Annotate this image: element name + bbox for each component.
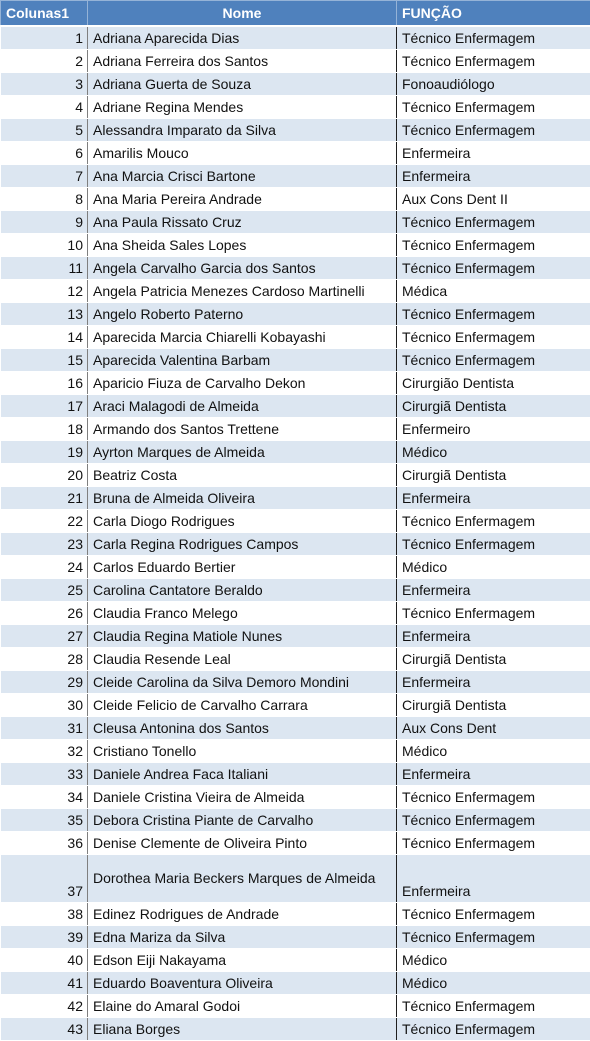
row-number-cell[interactable]: 14 — [1, 326, 88, 349]
row-number-cell[interactable]: 37 — [1, 855, 88, 903]
name-cell[interactable]: Daniele Andrea Faca Italiani — [88, 763, 397, 786]
name-cell[interactable]: Cleusa Antonina dos Santos — [88, 717, 397, 740]
row-number-cell[interactable]: 41 — [1, 972, 88, 995]
row-number-cell[interactable]: 23 — [1, 533, 88, 556]
column-header-function[interactable]: FUNÇÃO — [397, 1, 590, 27]
table-row[interactable] — [1, 763, 590, 786]
table-row[interactable] — [1, 464, 590, 487]
table-row[interactable] — [1, 26, 590, 50]
row-number-cell[interactable]: 15 — [1, 349, 88, 372]
function-cell[interactable]: Enfermeiro — [397, 418, 590, 441]
table-row[interactable] — [1, 625, 590, 648]
function-cell[interactable]: Técnico Enfermagem — [397, 26, 590, 50]
name-cell[interactable]: Edson Eiji Nakayama — [88, 949, 397, 972]
table-row[interactable] — [1, 96, 590, 119]
name-cell[interactable]: Carlos Eduardo Bertier — [88, 556, 397, 579]
table-row[interactable] — [1, 995, 590, 1018]
row-number-cell[interactable]: 9 — [1, 211, 88, 234]
table-row[interactable] — [1, 188, 590, 211]
row-number-cell[interactable]: 21 — [1, 487, 88, 510]
row-number-cell[interactable]: 1 — [1, 26, 88, 50]
table-row[interactable] — [1, 694, 590, 717]
table-row[interactable] — [1, 648, 590, 671]
table-row[interactable] — [1, 832, 590, 855]
table-row[interactable] — [1, 142, 590, 165]
function-cell[interactable]: Enfermeira — [397, 579, 590, 602]
row-number-cell[interactable]: 40 — [1, 949, 88, 972]
function-cell[interactable]: Técnico Enfermagem — [397, 533, 590, 556]
function-cell[interactable]: Técnico Enfermagem — [397, 903, 590, 926]
function-cell[interactable]: Técnico Enfermagem — [397, 211, 590, 234]
function-cell[interactable]: Técnico Enfermagem — [397, 809, 590, 832]
function-cell[interactable]: Cirurgiã Dentista — [397, 395, 590, 418]
row-number-cell[interactable]: 24 — [1, 556, 88, 579]
table-row[interactable] — [1, 165, 590, 188]
name-cell[interactable]: Beatriz Costa — [88, 464, 397, 487]
function-cell[interactable]: Técnico Enfermagem — [397, 326, 590, 349]
function-cell[interactable]: Médico — [397, 740, 590, 763]
row-number-cell[interactable]: 25 — [1, 579, 88, 602]
row-number-cell[interactable]: 43 — [1, 1018, 88, 1041]
name-cell[interactable]: Claudia Regina Matiole Nunes — [88, 625, 397, 648]
function-cell[interactable]: Técnico Enfermagem — [397, 995, 590, 1018]
row-number-cell[interactable]: 19 — [1, 441, 88, 464]
name-cell[interactable]: Ana Paula Rissato Cruz — [88, 211, 397, 234]
table-row[interactable] — [1, 949, 590, 972]
function-cell[interactable]: Técnico Enfermagem — [397, 510, 590, 533]
row-number-cell[interactable]: 29 — [1, 671, 88, 694]
table-row[interactable] — [1, 855, 590, 903]
name-cell[interactable]: Adriana Ferreira dos Santos — [88, 50, 397, 73]
name-cell[interactable]: Aparecida Marcia Chiarelli Kobayashi — [88, 326, 397, 349]
table-row[interactable] — [1, 257, 590, 280]
row-number-cell[interactable]: 10 — [1, 234, 88, 257]
row-number-cell[interactable]: 6 — [1, 142, 88, 165]
table-row[interactable] — [1, 326, 590, 349]
function-cell[interactable]: Médico — [397, 972, 590, 995]
function-cell[interactable]: Aux Cons Dent II — [397, 188, 590, 211]
row-number-cell[interactable]: 22 — [1, 510, 88, 533]
row-number-cell[interactable]: 3 — [1, 73, 88, 96]
function-cell[interactable]: Médico — [397, 556, 590, 579]
name-cell[interactable]: Carolina Cantatore Beraldo — [88, 579, 397, 602]
name-cell[interactable]: Daniele Cristina Vieira de Almeida — [88, 786, 397, 809]
function-cell[interactable]: Técnico Enfermagem — [397, 832, 590, 855]
name-cell[interactable]: Angela Patricia Menezes Cardoso Martinelli — [88, 280, 397, 303]
function-cell[interactable]: Enfermeira — [397, 671, 590, 694]
table-row[interactable] — [1, 579, 590, 602]
table-row[interactable] — [1, 211, 590, 234]
table-row[interactable] — [1, 234, 590, 257]
name-cell[interactable]: Ayrton Marques de Almeida — [88, 441, 397, 464]
name-cell[interactable]: Cristiano Tonello — [88, 740, 397, 763]
function-cell[interactable]: Técnico Enfermagem — [397, 926, 590, 949]
table-body — [1, 26, 590, 1041]
name-cell[interactable]: Denise Clemente de Oliveira Pinto — [88, 832, 397, 855]
row-number-cell[interactable]: 12 — [1, 280, 88, 303]
row-number-cell[interactable]: 36 — [1, 832, 88, 855]
name-cell[interactable]: Angelo Roberto Paterno — [88, 303, 397, 326]
column-header-number[interactable]: Colunas1 — [1, 1, 88, 27]
row-number-cell[interactable]: 33 — [1, 763, 88, 786]
row-number-cell[interactable]: 26 — [1, 602, 88, 625]
function-cell[interactable]: Médico — [397, 441, 590, 464]
table-row[interactable] — [1, 717, 590, 740]
table-row[interactable] — [1, 372, 590, 395]
name-cell[interactable]: Claudia Resende Leal — [88, 648, 397, 671]
name-cell[interactable]: Eliana Borges — [88, 1018, 397, 1041]
row-number-cell[interactable]: 18 — [1, 418, 88, 441]
row-number-cell[interactable]: 42 — [1, 995, 88, 1018]
function-cell[interactable]: Fonoaudiólogo — [397, 73, 590, 96]
row-number-cell[interactable]: 5 — [1, 119, 88, 142]
name-cell[interactable]: Carla Diogo Rodrigues — [88, 510, 397, 533]
name-cell[interactable]: Cleide Carolina da Silva Demoro Mondini — [88, 671, 397, 694]
name-cell[interactable]: Angela Carvalho Garcia dos Santos — [88, 257, 397, 280]
row-number-cell[interactable]: 39 — [1, 926, 88, 949]
function-cell[interactable]: Enfermeira — [397, 487, 590, 510]
table-row[interactable] — [1, 395, 590, 418]
function-cell[interactable]: Enfermeira — [397, 142, 590, 165]
name-cell[interactable]: Eduardo Boaventura Oliveira — [88, 972, 397, 995]
name-cell[interactable]: Adriane Regina Mendes — [88, 96, 397, 119]
row-number-cell[interactable]: 17 — [1, 395, 88, 418]
row-number-cell[interactable]: 7 — [1, 165, 88, 188]
header-row — [1, 1, 590, 27]
row-number-cell[interactable]: 28 — [1, 648, 88, 671]
function-cell[interactable]: Enfermeira — [397, 855, 590, 903]
function-cell[interactable]: Técnico Enfermagem — [397, 234, 590, 257]
name-cell[interactable]: Elaine do Amaral Godoi — [88, 995, 397, 1018]
table-row[interactable] — [1, 786, 590, 809]
row-number-cell[interactable]: 8 — [1, 188, 88, 211]
row-number-cell[interactable]: 13 — [1, 303, 88, 326]
function-cell[interactable]: Aux Cons Dent — [397, 717, 590, 740]
table-row[interactable] — [1, 740, 590, 763]
name-cell[interactable]: Amarilis Mouco — [88, 142, 397, 165]
function-cell[interactable]: Técnico Enfermagem — [397, 119, 590, 142]
name-cell[interactable]: Debora Cristina Piante de Carvalho — [88, 809, 397, 832]
table-row[interactable] — [1, 73, 590, 96]
row-number-cell[interactable]: 20 — [1, 464, 88, 487]
function-cell[interactable]: Técnico Enfermagem — [397, 1018, 590, 1041]
table-row[interactable] — [1, 1018, 590, 1041]
table-row[interactable] — [1, 418, 590, 441]
table-row[interactable] — [1, 349, 590, 372]
function-cell[interactable]: Cirurgiã Dentista — [397, 464, 590, 487]
row-number-cell[interactable]: 16 — [1, 372, 88, 395]
function-cell[interactable]: Cirurgiã Dentista — [397, 694, 590, 717]
table-row[interactable] — [1, 303, 590, 326]
table-row[interactable] — [1, 50, 590, 73]
table-row[interactable] — [1, 556, 590, 579]
name-cell[interactable]: Claudia Franco Melego — [88, 602, 397, 625]
name-cell[interactable]: Armando dos Santos Trettene — [88, 418, 397, 441]
table-row[interactable] — [1, 809, 590, 832]
function-cell[interactable]: Médica — [397, 280, 590, 303]
function-cell[interactable]: Técnico Enfermagem — [397, 786, 590, 809]
table-row[interactable] — [1, 602, 590, 625]
name-cell[interactable]: Dorothea Maria Beckers Marques de Almeida — [88, 855, 397, 903]
function-cell[interactable]: Técnico Enfermagem — [397, 257, 590, 280]
name-cell[interactable]: Bruna de Almeida Oliveira — [88, 487, 397, 510]
function-cell[interactable]: Cirurgião Dentista — [397, 372, 590, 395]
row-number-cell[interactable]: 30 — [1, 694, 88, 717]
name-cell[interactable]: Aparecida Valentina Barbam — [88, 349, 397, 372]
name-cell[interactable]: Ana Maria Pereira Andrade — [88, 188, 397, 211]
table-row[interactable] — [1, 972, 590, 995]
table-row[interactable] — [1, 487, 590, 510]
function-cell[interactable]: Enfermeira — [397, 763, 590, 786]
table-row[interactable] — [1, 533, 590, 556]
function-cell[interactable]: Enfermeira — [397, 165, 590, 188]
row-number-cell[interactable]: 35 — [1, 809, 88, 832]
row-number-cell[interactable]: 11 — [1, 257, 88, 280]
name-cell[interactable]: Cleide Felicio de Carvalho Carrara — [88, 694, 397, 717]
function-cell[interactable]: Técnico Enfermagem — [397, 349, 590, 372]
table-row[interactable] — [1, 280, 590, 303]
table-row[interactable] — [1, 510, 590, 533]
row-number-cell[interactable]: 38 — [1, 903, 88, 926]
function-cell[interactable]: Técnico Enfermagem — [397, 303, 590, 326]
name-cell[interactable]: Adriana Guerta de Souza — [88, 73, 397, 96]
function-cell[interactable]: Cirurgiã Dentista — [397, 648, 590, 671]
name-cell[interactable]: Alessandra Imparato da Silva — [88, 119, 397, 142]
function-cell[interactable]: Médico — [397, 949, 590, 972]
row-number-cell[interactable]: 32 — [1, 740, 88, 763]
row-number-cell[interactable]: 27 — [1, 625, 88, 648]
table-row[interactable] — [1, 926, 590, 949]
row-number-cell[interactable]: 31 — [1, 717, 88, 740]
name-cell[interactable]: Carla Regina Rodrigues Campos — [88, 533, 397, 556]
table-row[interactable] — [1, 903, 590, 926]
name-cell[interactable]: Edinez Rodrigues de Andrade — [88, 903, 397, 926]
row-number-cell[interactable]: 2 — [1, 50, 88, 73]
function-cell[interactable]: Enfermeira — [397, 625, 590, 648]
name-cell[interactable]: Araci Malagodi de Almeida — [88, 395, 397, 418]
table-row[interactable] — [1, 119, 590, 142]
table-row[interactable] — [1, 671, 590, 694]
name-cell[interactable]: Edna Mariza da Silva — [88, 926, 397, 949]
row-number-cell[interactable]: 4 — [1, 96, 88, 119]
function-cell[interactable]: Técnico Enfermagem — [397, 96, 590, 119]
name-cell[interactable]: Aparicio Fiuza de Carvalho Dekon — [88, 372, 397, 395]
function-cell[interactable]: Técnico Enfermagem — [397, 602, 590, 625]
column-header-name[interactable]: Nome — [88, 1, 397, 27]
table-row[interactable] — [1, 441, 590, 464]
name-cell[interactable]: Adriana Aparecida Dias — [88, 26, 397, 50]
name-cell[interactable]: Ana Sheida Sales Lopes — [88, 234, 397, 257]
function-cell[interactable]: Técnico Enfermagem — [397, 50, 590, 73]
row-number-cell[interactable]: 34 — [1, 786, 88, 809]
name-cell[interactable]: Ana Marcia Crisci Bartone — [88, 165, 397, 188]
